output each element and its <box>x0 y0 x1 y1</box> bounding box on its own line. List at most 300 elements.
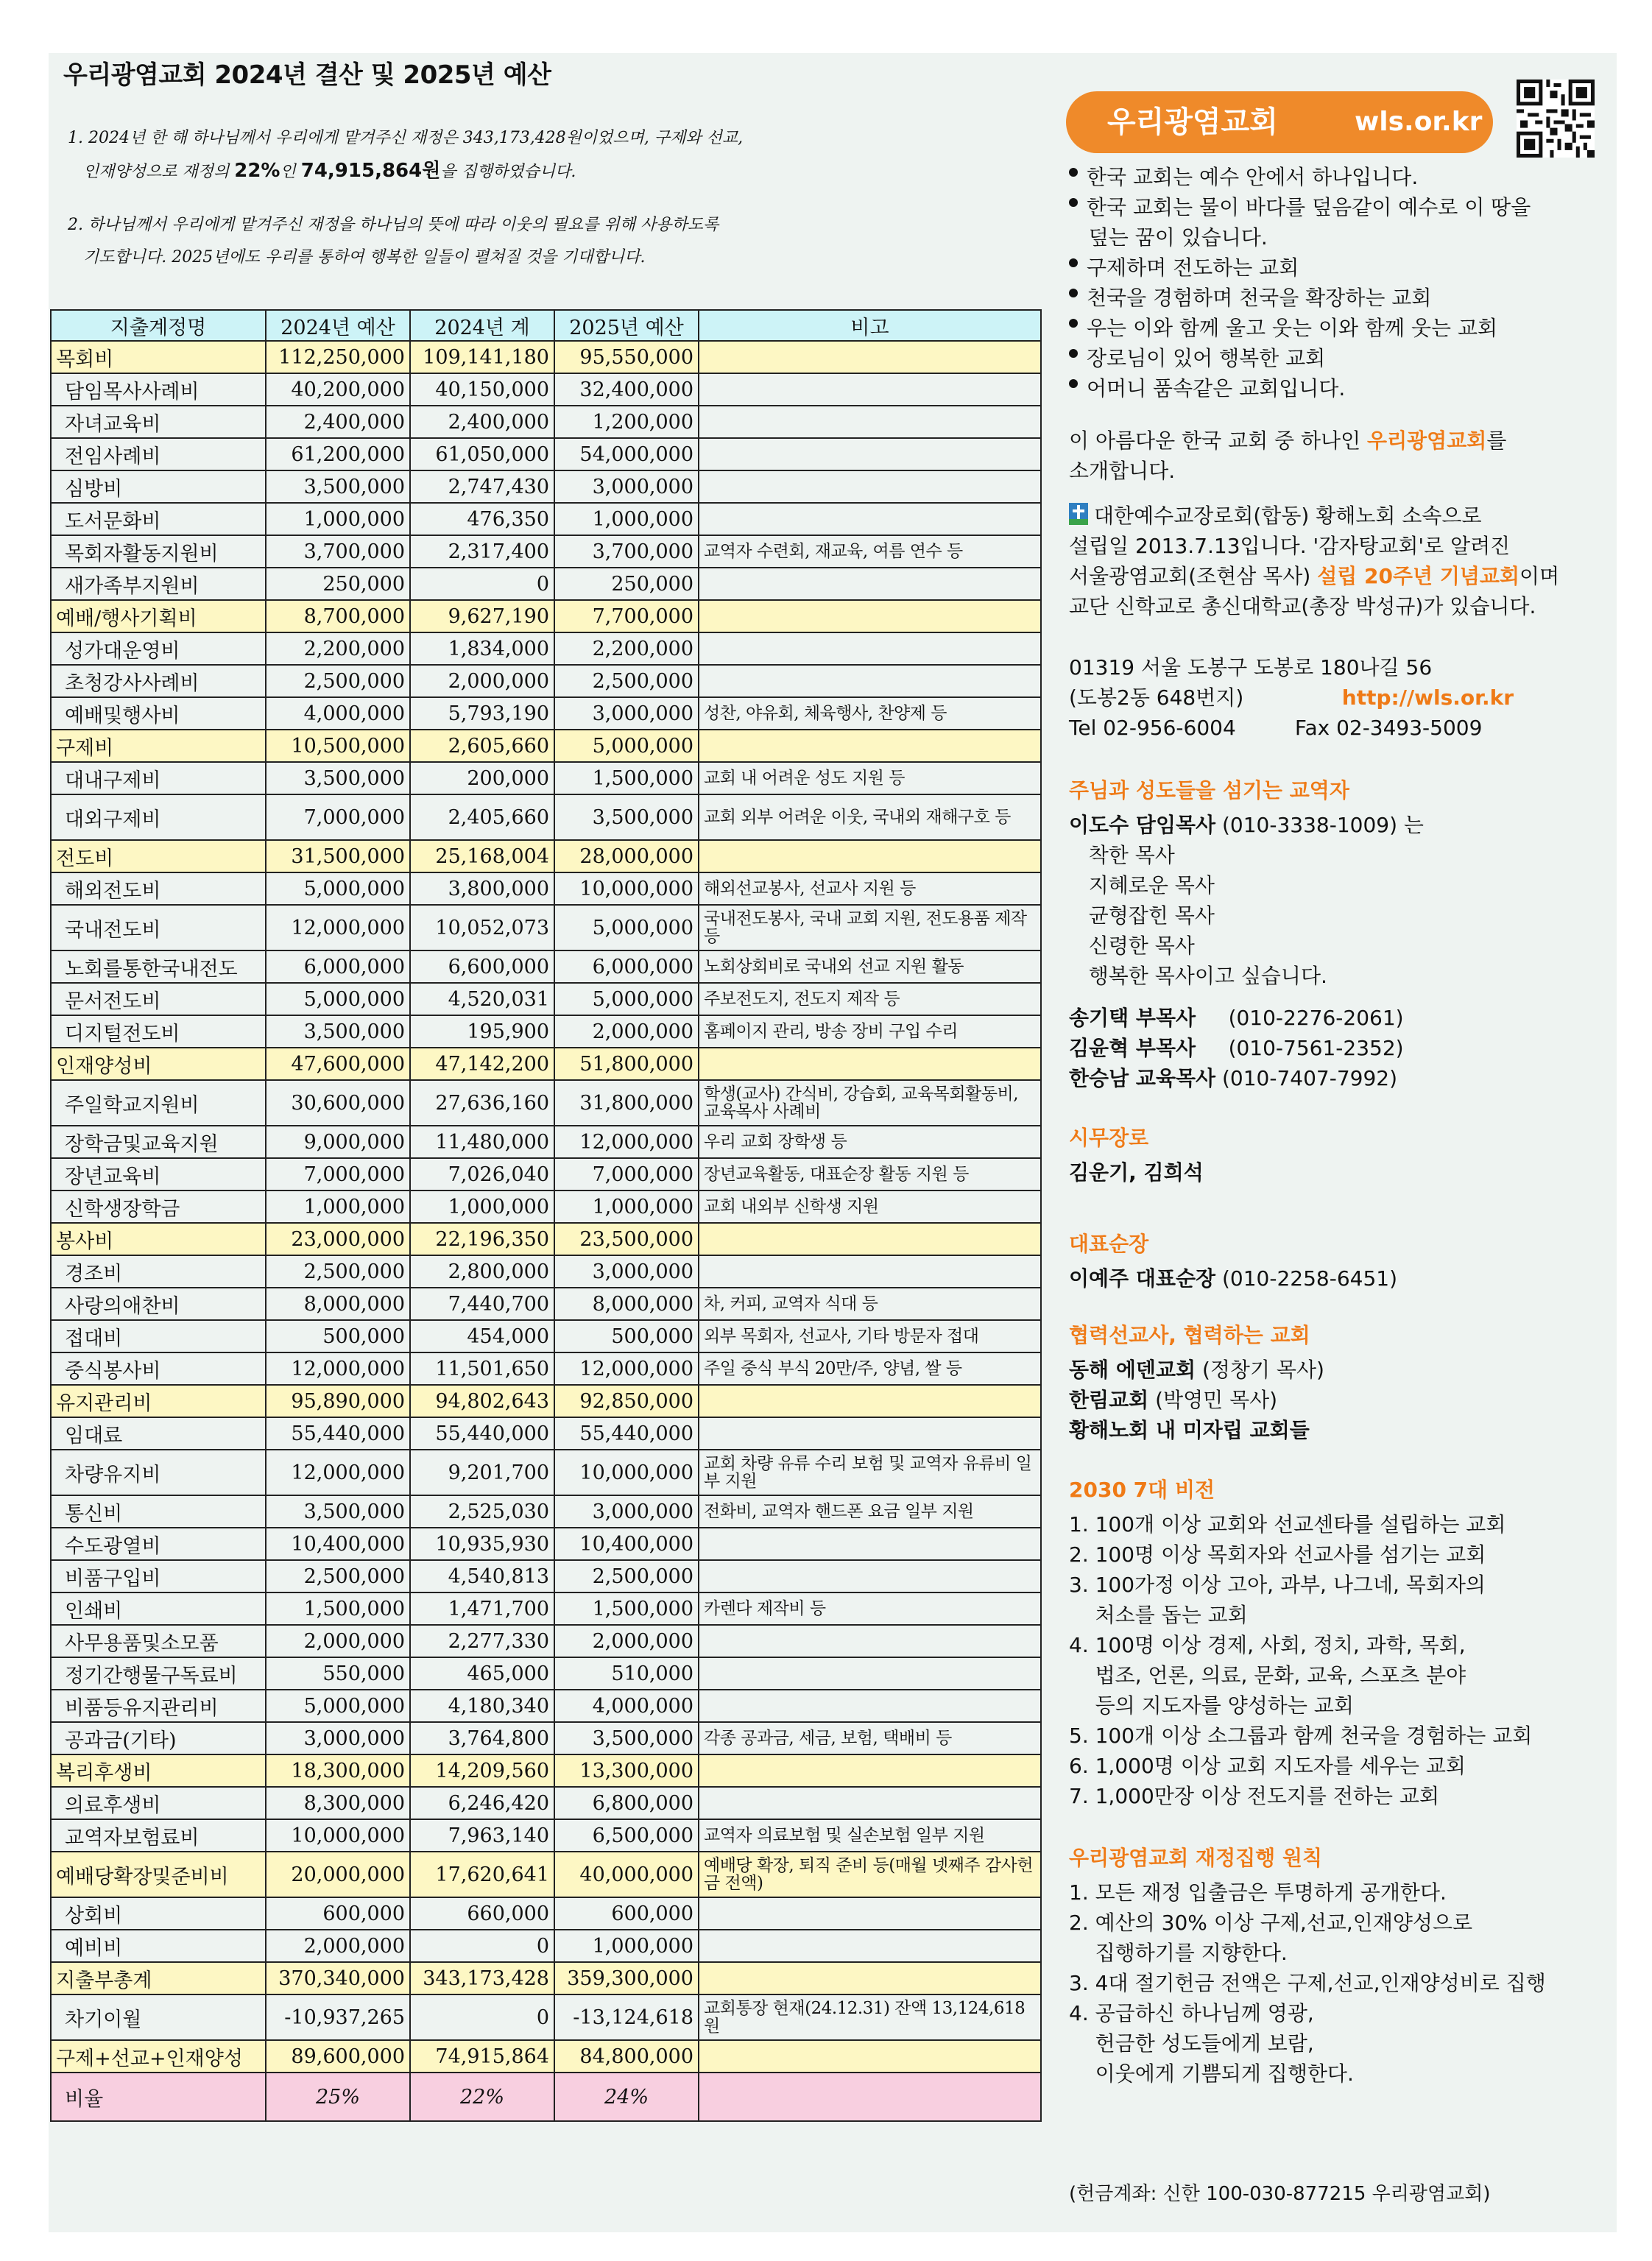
assoc-phone: (010-7407-7992) <box>1222 1066 1398 1090</box>
budget-2024-cell: 4,000,000 <box>266 697 410 730</box>
budget-2024-cell: 8,300,000 <box>266 1787 410 1819</box>
budget-2025-cell: 7,700,000 <box>554 600 699 632</box>
budget-2024-cell: 30,600,000 <box>266 1080 410 1126</box>
budget-2024-cell: 500,000 <box>266 1320 410 1352</box>
account-name-cell: 대내구제비 <box>51 762 266 794</box>
partner-name: 황해노회 내 미자립 교회들 <box>1069 1418 1310 1442</box>
intro-percent: 22% <box>234 160 280 182</box>
budget-2024-cell: 5,000,000 <box>266 1690 410 1722</box>
account-name-cell: 임대료 <box>51 1417 266 1450</box>
intro-text: 를 <box>1486 428 1507 453</box>
cross-logo-icon <box>1069 503 1088 525</box>
table-row <box>51 1690 1041 1722</box>
budget-2025-cell: 250,000 <box>554 568 699 600</box>
account-name-cell: 구제+선교+인재양성 <box>51 2040 266 2073</box>
note-cell: 예배당 확장, 퇴직 준비 등(매월 넷째주 감사헌금 전액) <box>699 1852 1041 1897</box>
list-item: 4. 100명 이상 경제, 사회, 정치, 과학, 목회, <box>1069 1633 1466 1657</box>
budget-2024-cell: 1,000,000 <box>266 1191 410 1223</box>
bullet-dot <box>1069 319 1078 328</box>
budget-2024-cell: 7,000,000 <box>266 794 410 840</box>
actual-2024-cell: 61,050,000 <box>410 438 554 470</box>
table-row <box>51 1158 1041 1191</box>
budget-2024-cell: 3,500,000 <box>266 762 410 794</box>
bullet-dot <box>1069 198 1078 207</box>
account-name-cell: 공과금(기타) <box>51 1722 266 1754</box>
banner-url: wls.or.kr <box>1355 107 1483 137</box>
table-row <box>51 905 1041 950</box>
pastor-line: 균형잡힌 목사 <box>1088 903 1215 928</box>
note-cell: 교회 차량 유류 수리 보험 및 교역자 유류비 일부 지원 <box>699 1450 1041 1495</box>
budget-2024-cell: 3,500,000 <box>266 1495 410 1528</box>
actual-2024-cell: 0 <box>410 568 554 600</box>
account-name-cell: 국내전도비 <box>51 905 266 950</box>
actual-2024-cell: 55,440,000 <box>410 1417 554 1450</box>
budget-2025-cell: 10,400,000 <box>554 1528 699 1560</box>
intro-text: 1. 2024년 한 해 하나님께서 우리에게 맡겨주신 재정은 343,173,428원이었으며, 구제와 선교, <box>68 129 744 147</box>
actual-2024-cell: 200,000 <box>410 762 554 794</box>
table-row <box>51 600 1041 632</box>
budget-2025-cell: 2,000,000 <box>554 1015 699 1048</box>
about-text: 대한예수교장로회(합동) 황해노회 소속으로 <box>1094 504 1482 528</box>
table-row <box>51 665 1041 697</box>
account-name-cell: 장년교육비 <box>51 1158 266 1191</box>
table-row <box>51 1320 1041 1352</box>
account-name-cell: 예배당확장및준비비 <box>51 1852 266 1897</box>
actual-2024-cell: 5,793,190 <box>410 697 554 730</box>
pastor-line: 착한 목사 <box>1088 843 1175 867</box>
account-name-cell: 교역자보험료비 <box>51 1819 266 1852</box>
assoc-name: 김윤혁 부목사 <box>1069 1036 1196 1060</box>
note-cell <box>699 503 1041 535</box>
header-account: 지출계정명 <box>51 310 266 341</box>
actual-2024-cell: 47,142,200 <box>410 1048 554 1080</box>
budget-2025-cell: 3,500,000 <box>554 794 699 840</box>
about-text: 설립일 2013.7.13입니다. '감자탕교회'로 알려진 <box>1069 534 1511 558</box>
budget-2024-cell: 1,000,000 <box>266 503 410 535</box>
account-name-cell: 목회비 <box>51 341 266 373</box>
budget-2024-cell: 8,700,000 <box>266 600 410 632</box>
note-cell: 성찬, 야유회, 체육행사, 찬양제 등 <box>699 697 1041 730</box>
table-row <box>51 1560 1041 1592</box>
actual-2024-cell: 14,209,560 <box>410 1754 554 1787</box>
actual-2024-cell: 11,501,650 <box>410 1352 554 1385</box>
budget-2025-cell: 32,400,000 <box>554 373 699 406</box>
intro-text: 인재양성으로 재정의 <box>68 163 235 181</box>
budget-2025-cell: 510,000 <box>554 1657 699 1690</box>
table-row <box>51 697 1041 730</box>
budget-2024-cell: 550,000 <box>266 1657 410 1690</box>
elders-names: 김운기, 김희석 <box>1069 1160 1204 1185</box>
account-name-cell: 인쇄비 <box>51 1592 266 1625</box>
actual-2024-cell: 22,196,350 <box>410 1223 554 1255</box>
list-item: 1. 100개 이상 교회와 선교센타를 설립하는 교회 <box>1069 1512 1506 1537</box>
budget-2024-cell: 5,000,000 <box>266 983 410 1015</box>
budget-2025-cell: 1,500,000 <box>554 1592 699 1625</box>
elders-heading: 시무장로 <box>1069 1126 1149 1150</box>
actual-2024-cell: 6,246,420 <box>410 1787 554 1819</box>
budget-2025-cell: 2,500,000 <box>554 665 699 697</box>
budget-2025-cell: -13,124,618 <box>554 1994 699 2040</box>
account-name-cell: 문서전도비 <box>51 983 266 1015</box>
budget-2024-cell: 112,250,000 <box>266 341 410 373</box>
note-cell: 교회통장 현재(24.12.31) 잔액 13,124,618원 <box>699 1994 1041 2040</box>
budget-2024-cell: 9,000,000 <box>266 1126 410 1158</box>
bullet-text: 한국 교회는 물이 바다를 덮음같이 예수로 이 땅을 <box>1087 195 1531 219</box>
anniversary-highlight: 설립 20주년 기념교회 <box>1317 564 1520 588</box>
table-row <box>51 1930 1041 1962</box>
note-cell <box>699 1255 1041 1288</box>
budget-2025-cell: 3,000,000 <box>554 470 699 503</box>
budget-2025-cell: 6,000,000 <box>554 950 699 983</box>
actual-2024-cell: 7,440,700 <box>410 1288 554 1320</box>
actual-2024-cell: 9,627,190 <box>410 600 554 632</box>
table-row <box>51 1288 1041 1320</box>
budget-2024-cell: 89,600,000 <box>266 2040 410 2073</box>
note-cell <box>699 1930 1041 1962</box>
pastor-phone: (010-3338-1009) 는 <box>1215 813 1424 837</box>
church-intro <box>1069 426 1506 486</box>
partner-name: 한림교회 <box>1069 1388 1149 1412</box>
table-row <box>51 1080 1041 1126</box>
leader-phone: (010-2258-6451) <box>1215 1266 1398 1291</box>
list-item: 4. 공급하신 하나님께 영광, <box>1069 2001 1314 2025</box>
table-row <box>51 1657 1041 1690</box>
table-row <box>51 794 1041 840</box>
qr-code-icon <box>1517 80 1595 158</box>
budget-2025-cell: 84,800,000 <box>554 2040 699 2073</box>
fax-number: Fax 02-3493-5009 <box>1294 716 1483 740</box>
budget-2025-cell: 2,500,000 <box>554 1560 699 1592</box>
leader-heading: 대표순장 <box>1069 1232 1149 1256</box>
budget-2024-cell: 20,000,000 <box>266 1852 410 1897</box>
partners-list <box>1069 1355 1324 1445</box>
pastor-line: 지혜로운 목사 <box>1088 873 1215 897</box>
vision-heading: 2030 7대 비전 <box>1069 1478 1215 1502</box>
leader-name: 이예주 대표순장 <box>1069 1266 1216 1291</box>
budget-2025-cell: 51,800,000 <box>554 1048 699 1080</box>
budget-2025-cell: 10,000,000 <box>554 872 699 905</box>
about-text: 교단 신학교로 총신대학교(총장 박성규)가 있습니다. <box>1069 594 1536 618</box>
budget-2024-cell: 2,400,000 <box>266 406 410 438</box>
budget-2024-cell: 10,500,000 <box>266 730 410 762</box>
actual-2024-cell: 1,834,000 <box>410 632 554 665</box>
budget-2025-cell: 28,000,000 <box>554 840 699 872</box>
actual-2024-cell: 2,317,400 <box>410 535 554 568</box>
table-row <box>51 535 1041 568</box>
note-cell <box>699 1625 1041 1657</box>
actual-2024-cell: 476,350 <box>410 503 554 535</box>
budget-2024-cell: -10,937,265 <box>266 1994 410 2040</box>
actual-2024-cell: 10,052,073 <box>410 905 554 950</box>
budget-2024-cell: 3,700,000 <box>266 535 410 568</box>
account-name-cell: 담임목사사례비 <box>51 373 266 406</box>
table-row <box>51 1015 1041 1048</box>
note-cell <box>699 600 1041 632</box>
account-name-cell: 구제비 <box>51 730 266 762</box>
account-name-cell: 상회비 <box>51 1897 266 1930</box>
note-cell <box>699 1417 1041 1450</box>
intro-paragraph-2 <box>68 209 1047 274</box>
table-row <box>51 1223 1041 1255</box>
budget-2025-cell: 10,000,000 <box>554 1450 699 1495</box>
budget-2025-cell: 7,000,000 <box>554 1158 699 1191</box>
actual-2024-cell: 4,520,031 <box>410 983 554 1015</box>
table-row <box>51 1385 1041 1417</box>
budget-2025-cell: 92,850,000 <box>554 1385 699 1417</box>
budget-2024-cell: 61,200,000 <box>266 438 410 470</box>
note-cell: 주일 중식 부식 20만/주, 양념, 쌀 등 <box>699 1352 1041 1385</box>
partners-heading: 협력선교사, 협력하는 교회 <box>1069 1323 1310 1347</box>
budget-2025-cell: 6,800,000 <box>554 1787 699 1819</box>
actual-2024-cell: 11,480,000 <box>410 1126 554 1158</box>
document-title: 우리광염교회 2024년 결산 및 2025년 예산 <box>63 60 551 90</box>
about-text: 이며 <box>1519 564 1560 588</box>
actual-2024-cell: 74,915,864 <box>410 2040 554 2073</box>
budget-2025-cell: 3,700,000 <box>554 535 699 568</box>
table-row <box>51 840 1041 872</box>
actual-2024-cell: 454,000 <box>410 1320 554 1352</box>
account-name-cell: 노회를통한국내전도 <box>51 950 266 983</box>
account-name-cell: 중식봉사비 <box>51 1352 266 1385</box>
budget-2024-cell: 95,890,000 <box>266 1385 410 1417</box>
bullet-dot <box>1069 379 1078 388</box>
list-item: 5. 100개 이상 소그룹과 함께 천국을 경험하는 교회 <box>1069 1724 1533 1748</box>
budget-2025-cell: 5,000,000 <box>554 730 699 762</box>
account-name-cell: 통신비 <box>51 1495 266 1528</box>
account-name-cell: 인재양성비 <box>51 1048 266 1080</box>
intro-amount: 74,915,864원 <box>300 160 441 182</box>
actual-2024-cell: 4,180,340 <box>410 1690 554 1722</box>
header-budget-2025: 2025년 예산 <box>554 310 699 341</box>
budget-2025-cell: 359,300,000 <box>554 1962 699 1994</box>
actual-2024-cell: 6,600,000 <box>410 950 554 983</box>
budget-2025-cell: 1,500,000 <box>554 762 699 794</box>
budget-2024-cell: 55,440,000 <box>266 1417 410 1450</box>
bullet-dot <box>1069 349 1078 358</box>
header-actual-2024: 2024년 계 <box>410 310 554 341</box>
budget-2024-cell: 25% <box>266 2073 410 2121</box>
account-name-cell: 자녀교육비 <box>51 406 266 438</box>
table-row <box>51 950 1041 983</box>
account-name-cell: 전도비 <box>51 840 266 872</box>
partner-pastor: (정창기 목사) <box>1196 1358 1324 1382</box>
list-item: 2. 예산의 30% 이상 구제,선교,인재양성으로 <box>1069 1911 1473 1935</box>
table-row <box>51 730 1041 762</box>
account-name-cell: 해외전도비 <box>51 872 266 905</box>
actual-2024-cell: 2,747,430 <box>410 470 554 503</box>
header-budget-2024: 2024년 예산 <box>266 310 410 341</box>
actual-2024-cell: 1,471,700 <box>410 1592 554 1625</box>
list-item: 7. 1,000만장 이상 전도지를 전하는 교회 <box>1069 1784 1440 1808</box>
table-row <box>51 1048 1041 1080</box>
bullet-text: 우는 이와 함께 울고 웃는 이와 함께 웃는 교회 <box>1087 316 1498 340</box>
account-name-cell: 복리후생비 <box>51 1754 266 1787</box>
staff-heading: 주님과 성도들을 섬기는 교역자 <box>1069 778 1349 803</box>
account-name-cell: 성가대운영비 <box>51 632 266 665</box>
budget-2024-cell: 2,500,000 <box>266 665 410 697</box>
partner-name: 동해 에덴교회 <box>1069 1358 1196 1382</box>
bullet-text: 장로님이 있어 행복한 교회 <box>1087 346 1326 370</box>
budget-2024-cell: 1,500,000 <box>266 1592 410 1625</box>
budget-2024-cell: 10,400,000 <box>266 1528 410 1560</box>
table-row <box>51 406 1041 438</box>
pastor-name: 이도수 담임목사 <box>1069 813 1216 837</box>
budget-2024-cell: 12,000,000 <box>266 1450 410 1495</box>
budget-2025-cell: 3,000,000 <box>554 1495 699 1528</box>
budget-2024-cell: 600,000 <box>266 1897 410 1930</box>
bullet-text: 한국 교회는 예수 안에서 하나입니다. <box>1087 165 1419 189</box>
budget-2025-cell: 12,000,000 <box>554 1352 699 1385</box>
budget-2024-cell: 2,200,000 <box>266 632 410 665</box>
actual-2024-cell: 0 <box>410 1930 554 1962</box>
budget-2025-cell: 1,000,000 <box>554 1930 699 1962</box>
list-item: 3. 4대 절기헌금 전액은 구제,선교,인재양성비로 집행 <box>1069 1971 1546 1995</box>
note-cell <box>699 1897 1041 1930</box>
list-item: 3. 100가정 이상 고아, 과부, 나그네, 목회자의 <box>1069 1573 1486 1597</box>
bullet-text: 덮는 꿈이 있습니다. <box>1069 225 1268 250</box>
budget-2024-cell: 47,600,000 <box>266 1048 410 1080</box>
table-row <box>51 1962 1041 1994</box>
list-item: 등의 지도자를 양성하는 교회 <box>1069 1693 1354 1718</box>
budget-2025-cell: 500,000 <box>554 1320 699 1352</box>
finance-principles <box>1069 1877 1546 2089</box>
note-cell <box>699 470 1041 503</box>
budget-2024-cell: 250,000 <box>266 568 410 600</box>
intro-paragraph-1 <box>68 122 1047 188</box>
table-row <box>51 1625 1041 1657</box>
budget-2025-cell: 12,000,000 <box>554 1126 699 1158</box>
budget-2025-cell: 6,500,000 <box>554 1819 699 1852</box>
budget-2025-cell: 3,500,000 <box>554 1722 699 1754</box>
actual-2024-cell: 2,800,000 <box>410 1255 554 1288</box>
actual-2024-cell: 2,400,000 <box>410 406 554 438</box>
table-row <box>51 568 1041 600</box>
actual-2024-cell: 660,000 <box>410 1897 554 1930</box>
table-row <box>51 1450 1041 1495</box>
account-name-cell: 예배및행사비 <box>51 697 266 730</box>
budget-2024-cell: 12,000,000 <box>266 905 410 950</box>
budget-2024-cell: 18,300,000 <box>266 1754 410 1787</box>
partner-pastor: (박영민 목사) <box>1148 1388 1278 1412</box>
budget-2024-cell: 3,500,000 <box>266 470 410 503</box>
leader-info <box>1069 1263 1397 1294</box>
table-row <box>51 1126 1041 1158</box>
intro-text: 소개합니다. <box>1069 459 1176 483</box>
budget-2025-cell: 3,000,000 <box>554 697 699 730</box>
note-cell <box>699 1754 1041 1787</box>
budget-2025-cell: 2,200,000 <box>554 632 699 665</box>
actual-2024-cell: 2,605,660 <box>410 730 554 762</box>
table-row <box>51 872 1041 905</box>
table-row <box>51 1352 1041 1385</box>
account-name-cell: 초청강사사례비 <box>51 665 266 697</box>
note-cell: 장년교육활동, 대표순장 활동 지원 등 <box>699 1158 1041 1191</box>
note-cell: 해외선교봉사, 선교사 지원 등 <box>699 872 1041 905</box>
bullet-text: 어머니 품속같은 교회입니다. <box>1087 376 1346 401</box>
budget-2024-cell: 8,000,000 <box>266 1288 410 1320</box>
church-name-highlight: 우리광염교회 <box>1367 428 1487 453</box>
note-cell <box>699 665 1041 697</box>
table-row <box>51 1722 1041 1754</box>
note-cell: 카렌다 제작비 등 <box>699 1592 1041 1625</box>
table-row <box>51 373 1041 406</box>
note-cell: 주보전도지, 전도지 제작 등 <box>699 983 1041 1015</box>
account-name-cell: 대외구제비 <box>51 794 266 840</box>
note-cell <box>699 840 1041 872</box>
contact-address <box>1069 652 1514 743</box>
budget-2025-cell: 1,200,000 <box>554 406 699 438</box>
budget-2024-cell: 6,000,000 <box>266 950 410 983</box>
note-cell <box>699 438 1041 470</box>
note-cell <box>699 1657 1041 1690</box>
budget-2025-cell: 8,000,000 <box>554 1288 699 1320</box>
assoc-phone: (010-2276-2061) <box>1228 1006 1404 1030</box>
actual-2024-cell: 9,201,700 <box>410 1450 554 1495</box>
pastor-line: 행복한 목사이고 싶습니다. <box>1088 964 1327 988</box>
church-banner <box>1066 91 1493 153</box>
budget-2025-cell: 3,000,000 <box>554 1255 699 1288</box>
budget-2025-cell: 1,000,000 <box>554 1191 699 1223</box>
note-cell: 교역자 의료보험 및 실손보험 일부 지원 <box>699 1819 1041 1852</box>
note-cell <box>699 406 1041 438</box>
account-name-cell: 목회자활동지원비 <box>51 535 266 568</box>
actual-2024-cell: 465,000 <box>410 1657 554 1690</box>
note-cell: 교회 내 어려운 성도 지원 등 <box>699 762 1041 794</box>
website-link[interactable]: http://wls.or.kr <box>1341 685 1514 710</box>
assoc-phone: (010-7561-2352) <box>1228 1036 1404 1060</box>
budget-2025-cell: 1,000,000 <box>554 503 699 535</box>
note-cell: 교회 내외부 신학생 지원 <box>699 1191 1041 1223</box>
intro-text: 기도합니다. 2025년에도 우리를 통하여 행복한 일들이 펼쳐질 것을 기대합니다. <box>68 248 646 267</box>
account-name-cell: 봉사비 <box>51 1223 266 1255</box>
bullet-text: 구제하며 전도하는 교회 <box>1087 255 1299 280</box>
account-name-cell: 수도광열비 <box>51 1528 266 1560</box>
actual-2024-cell: 109,141,180 <box>410 341 554 373</box>
budget-2025-cell: 54,000,000 <box>554 438 699 470</box>
associate-pastors <box>1069 1003 1404 1093</box>
note-cell: 차, 커피, 교역자 식대 등 <box>699 1288 1041 1320</box>
note-cell: 교회 외부 어려운 이웃, 국내외 재해구호 등 <box>699 794 1041 840</box>
account-name-cell: 도서문화비 <box>51 503 266 535</box>
budget-2024-cell: 10,000,000 <box>266 1819 410 1852</box>
note-cell <box>699 730 1041 762</box>
actual-2024-cell: 3,764,800 <box>410 1722 554 1754</box>
actual-2024-cell: 2,405,660 <box>410 794 554 840</box>
intro-text: 이 아름다운 한국 교회 중 하나인 <box>1069 428 1368 453</box>
budget-2024-cell: 31,500,000 <box>266 840 410 872</box>
account-name-cell: 사무용품및소모품 <box>51 1625 266 1657</box>
table-row <box>51 983 1041 1015</box>
account-name-cell: 비품구입비 <box>51 1560 266 1592</box>
table-row <box>51 341 1041 373</box>
account-name-cell: 예배/행사기획비 <box>51 600 266 632</box>
account-name-cell: 경조비 <box>51 1255 266 1288</box>
budget-2024-cell: 5,000,000 <box>266 872 410 905</box>
table-row <box>51 503 1041 535</box>
budget-2025-cell: 5,000,000 <box>554 905 699 950</box>
budget-2025-cell: 24% <box>554 2073 699 2121</box>
budget-table <box>50 309 1042 2122</box>
account-name-cell: 비율 <box>51 2073 266 2121</box>
actual-2024-cell: 27,636,160 <box>410 1080 554 1126</box>
bullet-dot <box>1069 258 1078 267</box>
account-name-cell: 유지관리비 <box>51 1385 266 1417</box>
budget-2024-cell: 2,500,000 <box>266 1560 410 1592</box>
account-name-cell: 장학금및교육지원 <box>51 1126 266 1158</box>
budget-2025-cell: 40,000,000 <box>554 1852 699 1897</box>
table-header-row <box>51 310 1041 341</box>
donation-account: (헌금계좌: 신한 100-030-877215 우리광염교회) <box>1069 2183 1491 2205</box>
